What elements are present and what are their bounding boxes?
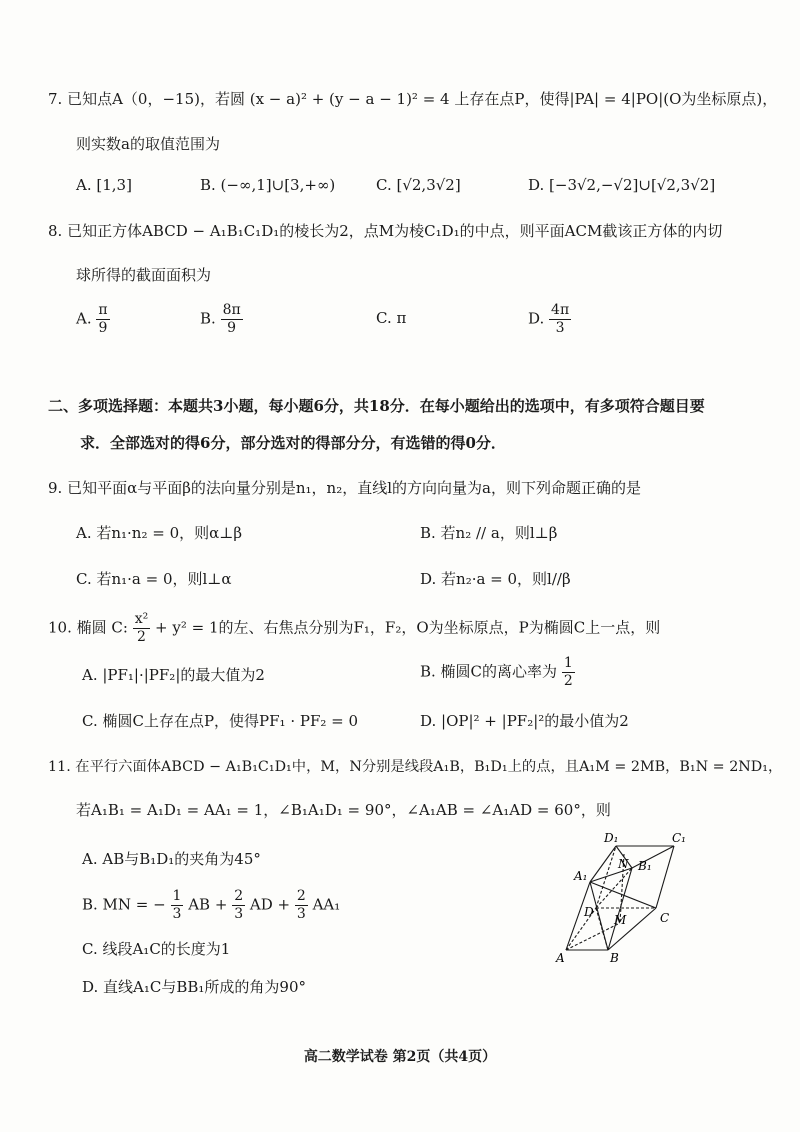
q11-option-b-frac2 (232, 888, 245, 923)
q10-option-b-den: 2 (563, 673, 573, 689)
q9-stem: 9. 已知平面α与平面β的法向量分别是n₁，n₂，直线l的方向向量为a，则下列命题正确的是 (48, 479, 641, 497)
q11-option-c: C. 线段A₁C的长度为1 (82, 940, 231, 958)
label-a1: A₁ (574, 869, 588, 883)
q11-option-b-pre: B. MN = − (82, 895, 166, 914)
label-n: N (618, 857, 629, 871)
q7-option-b: B. (−∞,1]∪[3,+∞) (200, 176, 336, 194)
q8-option-a-den: 9 (98, 320, 108, 336)
q8-option-b-label: B. (200, 309, 216, 328)
q7-stem-line1: 7. 已知点A（0，−15)，若圆 (x − a)² + (y − a − 1)² = 4 上存在点P，使得|PA| = 4|PO|(O为坐标原点)， (48, 90, 778, 108)
q11-option-b-frac3-num: 2 (296, 888, 306, 904)
q11-option-b-frac3 (295, 888, 308, 923)
q8-option-c: C. π (376, 309, 407, 327)
q11-option-a: A. AB与B₁D₁的夹角为45° (82, 850, 261, 868)
section2-header-line2: 求．全部选对的得6分，部分选对的得部分分，有选错的得0分． (80, 434, 506, 452)
q10-option-b-fraction (562, 655, 575, 690)
q10-ellipse-fraction (133, 611, 151, 646)
q8-option-b (200, 302, 243, 337)
q7-option-a: A. [1,3] (76, 176, 132, 194)
q8-option-a-label: A. (76, 309, 92, 328)
q11-option-b-post: AA₁ (312, 895, 341, 914)
q10-option-a: A. |PF₁|·|PF₂|的最大值为2 (82, 666, 265, 684)
section2-header-line1: 二、多项选择题：本题共3小题，每小题6分，共18分．在每小题给出的选项中，有多项符合题目要 (48, 397, 705, 415)
label-c: C (660, 911, 670, 925)
q10-option-b-pre: B. 椭圆C的离心率为 (420, 662, 558, 681)
q11-option-b-frac1 (171, 888, 184, 923)
label-c1: C₁ (672, 831, 686, 845)
label-d1: D₁ (604, 831, 619, 845)
label-a: A (556, 951, 565, 965)
q8-option-a-num: π (98, 302, 108, 318)
q10-frac-den: 2 (137, 629, 146, 645)
q11-option-b (82, 888, 340, 923)
q8-option-b-fraction (221, 302, 243, 337)
label-m: M (614, 913, 627, 927)
label-b1: B₁ (638, 859, 652, 873)
q8-option-d (528, 302, 571, 337)
q8-option-d-label: D. (528, 309, 545, 328)
q9-option-d: D. 若n₂·a = 0，则l//β (420, 570, 571, 588)
q10-stem-post: + y² = 1的左、右焦点分别为F₁，F₂，O为坐标原点，P为椭圆C上一点，则 (155, 618, 661, 637)
q9-option-b: B. 若n₂ // a，则l⊥β (420, 524, 558, 542)
q8-option-b-num: 8π (222, 302, 241, 318)
q10-option-b-num: 1 (563, 655, 573, 671)
q7-stem-line2: 则实数a的取值范围为 (76, 135, 220, 153)
q11-option-b-frac1-num: 1 (172, 888, 182, 904)
q11-option-b-mid2: AD + (249, 895, 291, 914)
q8-option-d-num: 4π (551, 302, 570, 318)
q8-option-b-den: 9 (227, 320, 237, 336)
q8-option-a-fraction (96, 302, 109, 337)
q11-option-b-frac2-den: 3 (234, 906, 244, 922)
q11-option-b-frac1-den: 3 (172, 906, 182, 922)
label-d: D (584, 905, 594, 919)
q11-stem-line2: 若A₁B₁ = A₁D₁ = AA₁ = 1，∠B₁A₁D₁ = 90°，∠A₁AB = ∠A₁AD = 60°，则 (76, 801, 611, 819)
q8-option-d-den: 3 (555, 320, 565, 336)
page-footer: 高二数学试卷 第2页（共4页） (303, 1049, 497, 1065)
q11-option-b-frac2-num: 2 (234, 888, 244, 904)
q10-option-d: D. |OP|² + |PF₂|²的最小值为2 (420, 712, 629, 730)
q11-stem-line1: 11. 在平行六面体ABCD − A₁B₁C₁D₁中，M，N分别是线段A₁B，B₁D₁上的点，且A₁M = 2MB，B₁N = 2ND₁， (48, 759, 783, 775)
q8-option-a (76, 302, 110, 337)
q10-option-c: C. 椭圆C上存在点P，使得PF₁ · PF₂ = 0 (82, 712, 359, 730)
q11-option-b-mid1: AB + (188, 895, 228, 914)
q10-option-b (420, 655, 575, 690)
q9-option-c: C. 若n₁·a = 0，则l⊥α (76, 570, 232, 588)
q9-option-a: A. 若n₁·n₂ = 0，则α⊥β (76, 524, 243, 542)
q10-stem-pre: 10. 椭圆 C: (48, 618, 128, 637)
q8-stem-line1: 8. 已知正方体ABCD − A₁B₁C₁D₁的棱长为2，点M为棱C₁D₁的中点，则平面ACM截该正方体的内切 (48, 222, 723, 240)
q11-option-d: D. 直线A₁C与BB₁所成的角为90° (82, 978, 306, 996)
q11-option-b-frac3-den: 3 (296, 906, 306, 922)
q10-frac-num: x² (134, 611, 149, 627)
q8-option-d-fraction (549, 302, 571, 337)
q7-option-d: D. [−3√2,−√2]∪[√2,3√2] (528, 176, 716, 194)
label-b: B (610, 951, 619, 965)
q7-option-c: C. [√2,3√2] (376, 176, 461, 194)
parallelepiped-figure (548, 826, 698, 966)
q10-stem (48, 611, 660, 646)
q8-stem-line2: 球所得的截面面积为 (76, 266, 212, 284)
